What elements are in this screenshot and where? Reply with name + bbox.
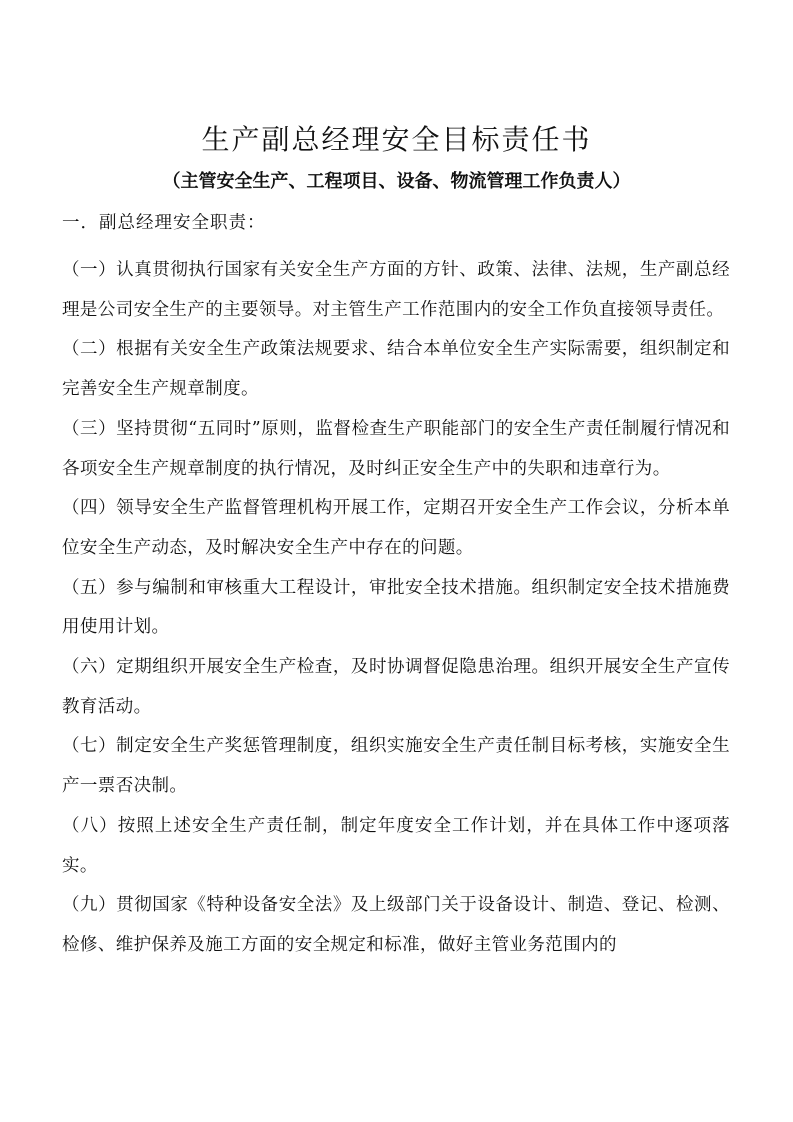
document-subtitle: （主管安全生产、工程项目、设备、物流管理工作负责人）: [162, 171, 631, 192]
document-body: [62, 251, 730, 966]
paragraph-7: （七）制定安全生产奖惩管理制度，组织实施安全生产责任制目标考核，实施安全生产一票否决制。: [62, 736, 730, 797]
paragraph-4: （四）领导安全生产监督管理机构开展工作，定期召开安全生产工作会议，分析本单位安全生产动态，及时解决安全生产中存在的问题。: [62, 498, 730, 558]
paragraph-1: （一）认真贯彻执行国家有关安全生产方面的方针、政策、法律、法规，生产副总经理是公司安全生产的主要领导。对主管生产工作范围内的安全工作负直接领导责任。: [62, 260, 730, 320]
section-heading: 一．副总经理安全职责：: [62, 213, 266, 233]
paragraph-9: （九）贯彻国家《特种设备安全法》及上级部门关于设备设计、制造、登记、检测、检修、维护保养及施工方面的安全规定和标准，做好主管业务范围内的: [62, 895, 730, 955]
paragraph-3: （三）坚持贯彻“五同时”原则，监督检查生产职能部门的安全生产责任制履行情况和各项安全生产规章制度的执行情况，及时纠正安全生产中的失职和违章行为。: [62, 418, 730, 479]
paragraph-5: （五）参与编制和审核重大工程设计，审批安全技术措施。组织制定安全技术措施费用使用计划。: [62, 577, 730, 638]
document-title: 生产副总经理安全目标责任书: [201, 123, 592, 156]
paragraph-2: （二）根据有关安全生产政策法规要求、结合本单位安全生产实际需要，组织制定和完善安全生产规章制度。: [62, 339, 730, 400]
paragraph-8: （八）按照上述安全生产责任制，制定年度安全工作计划，并在具体工作中逐项落实。: [62, 815, 730, 876]
paragraph-6: （六）定期组织开展安全生产检查，及时协调督促隐患治理。组织开展安全生产宣传教育活动。: [62, 657, 730, 717]
